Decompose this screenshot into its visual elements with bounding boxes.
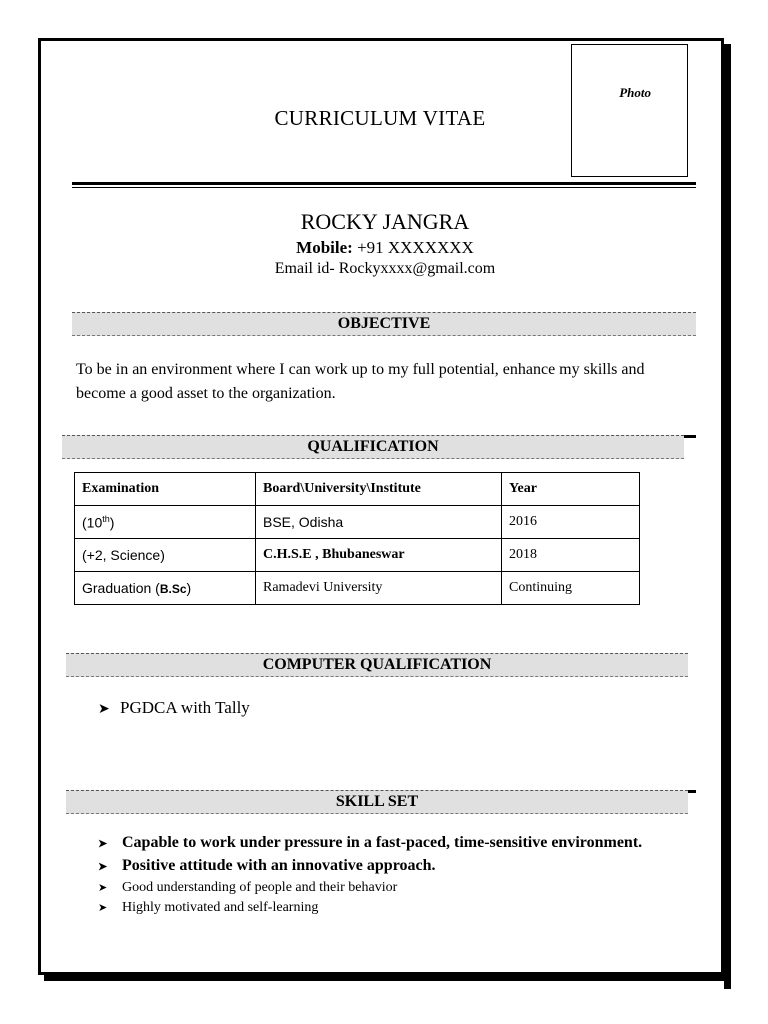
column-header-board: Board\University\Institute bbox=[256, 473, 502, 506]
board-cell: BSE, Odisha bbox=[256, 506, 502, 539]
computer-qualification-list bbox=[98, 698, 250, 718]
mobile-line bbox=[60, 238, 710, 258]
column-header-examination: Examination bbox=[75, 473, 256, 506]
candidate-name: ROCKY JANGRA bbox=[300, 209, 470, 234]
objective-text: To be in an environment where I can work up to my full potential, enhance my skills and become a good asset to the organization. bbox=[76, 361, 645, 402]
list-item: ➤ Positive attitude with an innovative approach. bbox=[98, 855, 642, 878]
list-item: ➤ Capable to work under pressure in a fast-paced, time-sensitive environment. bbox=[98, 832, 642, 855]
computer-qualification-heading: COMPUTER QUALIFICATION bbox=[66, 653, 688, 677]
exam-cell: Graduation (B.Sc) bbox=[75, 572, 256, 605]
arrowhead-bullet-icon: ➤ bbox=[98, 702, 110, 717]
table-header-row bbox=[75, 473, 640, 506]
exam-cell: (10th) bbox=[75, 506, 256, 539]
skill-list bbox=[98, 832, 642, 918]
year-cell: Continuing bbox=[502, 572, 640, 605]
skill-set-heading: SKILL SET bbox=[66, 790, 688, 814]
heading-tick bbox=[688, 790, 696, 793]
objective-heading: OBJECTIVE bbox=[72, 312, 696, 336]
list-item: ➤ Highly motivated and self-learning bbox=[98, 898, 642, 918]
year-cell: 2018 bbox=[502, 539, 640, 572]
board-cell: C.H.S.E , Bhubaneswar bbox=[256, 539, 502, 572]
qualification-heading: QUALIFICATION bbox=[62, 435, 684, 459]
table-row bbox=[75, 506, 640, 539]
photo-placeholder bbox=[571, 44, 688, 177]
year-cell: 2016 bbox=[502, 506, 640, 539]
page-shadow-right bbox=[724, 44, 731, 989]
heading-tick bbox=[684, 435, 696, 438]
board-cell: Ramadevi University bbox=[256, 572, 502, 605]
arrowhead-bullet-icon: ➤ bbox=[98, 838, 108, 850]
exam-cell: (+2, Science) bbox=[75, 539, 256, 572]
table-row bbox=[75, 539, 640, 572]
arrowhead-bullet-icon: ➤ bbox=[98, 861, 108, 873]
mobile-label: Mobile: bbox=[296, 238, 353, 257]
qualification-table bbox=[74, 472, 640, 605]
arrowhead-bullet-icon: ➤ bbox=[98, 882, 108, 894]
header-rule-thin bbox=[72, 187, 696, 188]
arrowhead-bullet-icon: ➤ bbox=[98, 902, 108, 914]
list-item: ➤ PGDCA with Tally bbox=[98, 698, 250, 717]
photo-label: Photo bbox=[619, 85, 651, 100]
email-line: Email id- Rockyxxxx@gmail.com bbox=[274, 260, 496, 277]
header-rule bbox=[72, 182, 696, 185]
mobile-value: +91 XXXXXXX bbox=[357, 238, 474, 257]
list-item: ➤ Good understanding of people and their behavior bbox=[98, 878, 642, 898]
column-header-year: Year bbox=[502, 473, 640, 506]
page-shadow-bottom bbox=[44, 975, 731, 981]
document-title: CURRICULUM VITAE bbox=[274, 106, 486, 130]
table-row bbox=[75, 572, 640, 605]
